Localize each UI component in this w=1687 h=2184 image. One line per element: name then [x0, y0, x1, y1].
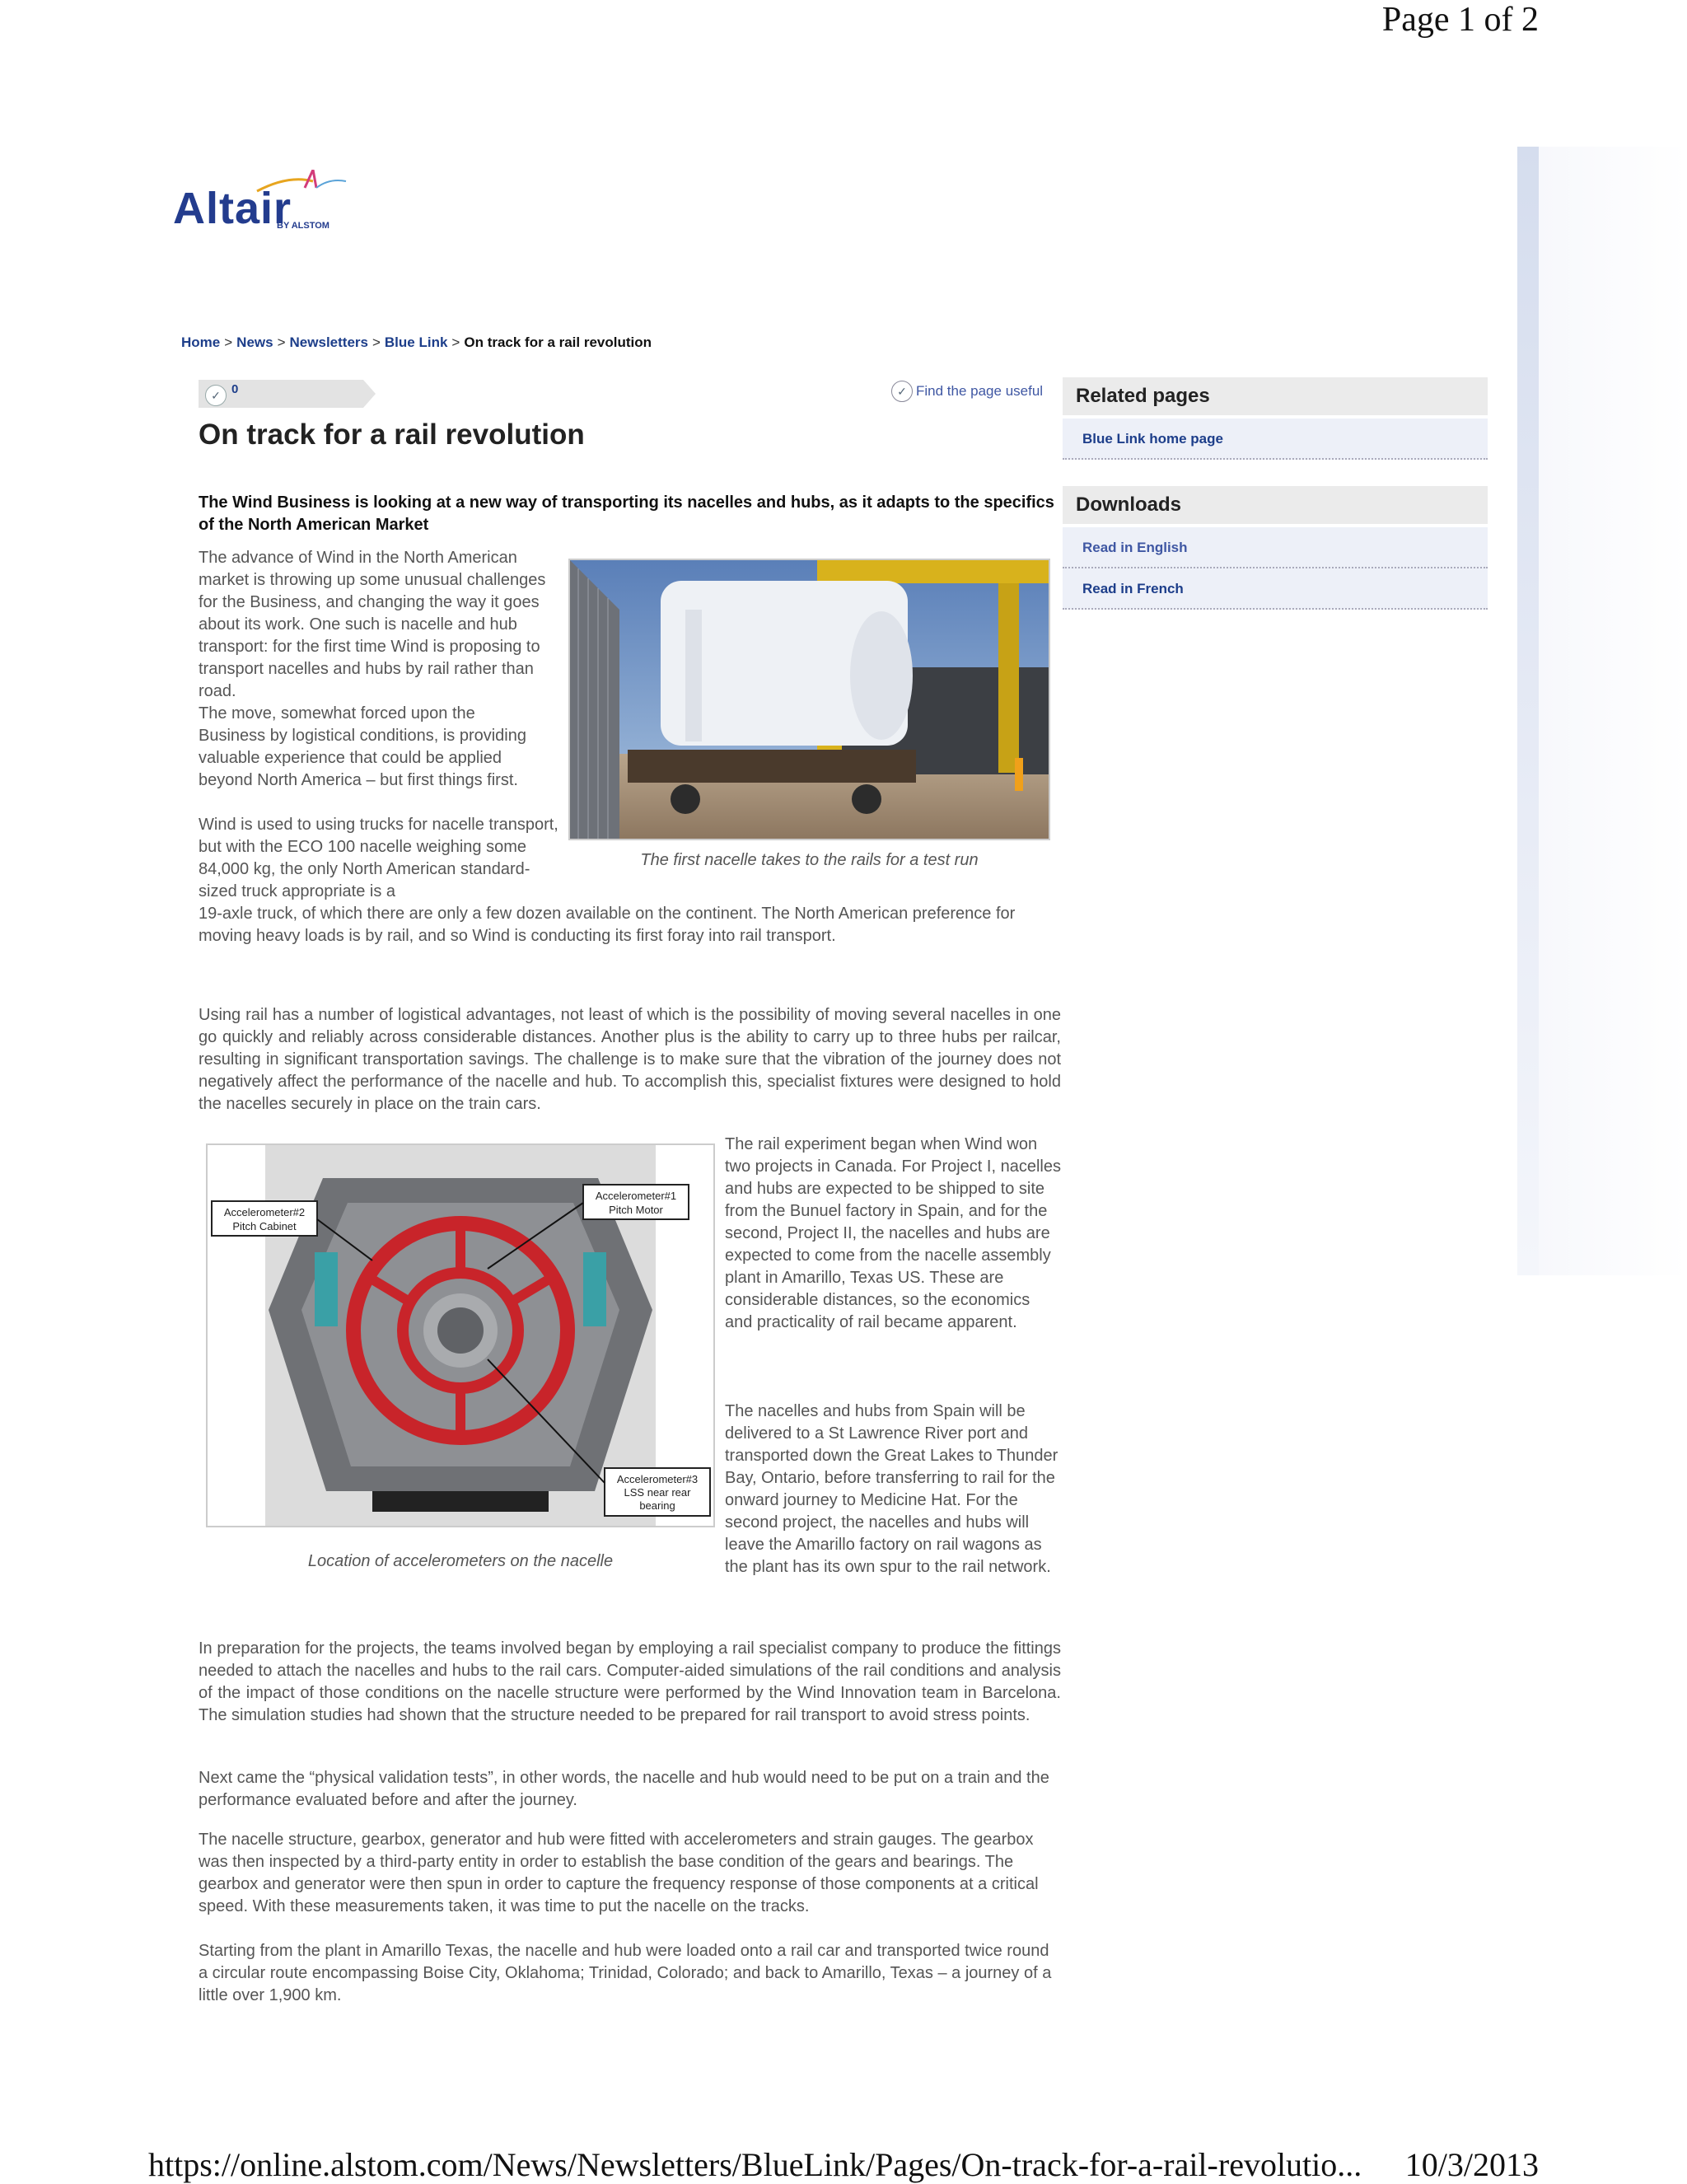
- thumbs-up-icon: ✓: [891, 381, 913, 402]
- photo-caption: The first nacelle takes to the rails for a test run: [640, 851, 979, 869]
- page-edge-fade: [1539, 147, 1687, 1275]
- article-paragraph: The nacelle structure, gearbox, generator and hub were fitted with accelerometers and strain gauges. The gearbox was then inspected by a third-party entity in order to establish the base condition of the gears and bearings. The gearbox and generator were then spun in order to capture the frequency response of those components at a critical speed. With these measurements taken, it was time to put the nacelle on the tracks.: [199, 1831, 1039, 1915]
- breadcrumb-current: On track for a rail revolution: [464, 334, 652, 350]
- diagram-label-acc1: Accelerometer#1: [595, 1190, 677, 1202]
- sidebar-item-blue-link-home[interactable]: Blue Link home page: [1063, 419, 1488, 460]
- logo-wordmark: Altair: [173, 184, 292, 233]
- breadcrumb-separator: >: [451, 334, 460, 350]
- breadcrumb-separator: >: [224, 334, 233, 350]
- nacelle-rail-photo: [568, 559, 1050, 840]
- article-paragraph: In preparation for the projects, the teams involved began by employing a rail specialist company to produce the fittings needed to attach the nacelles and hubs to the rail cars. Computer-aided simulations of the rail conditions and analysis of the impact of those conditions on the nacelle structure were performed by the Wind Innovation team in Barcelona. The simulation studies had shown that the structure needed to be prepared for rail transport to avoid stress points.: [199, 1639, 1061, 1724]
- diagram-label-acc2: Accelerometer#2: [223, 1206, 306, 1218]
- article-paragraph: Starting from the plant in Amarillo Texas, the nacelle and hub were loaded onto a rail car and transported twice round a circular route encompassing Boise City, Oklahoma; Trinidad, Colorado; and back to Amarillo, Texas – a journey of a little over 1,900 km.: [199, 1942, 1052, 2004]
- breadcrumb: [181, 334, 652, 351]
- article-paragraph: The rail experiment began when Wind won two projects in Canada. For Project I, nacelles and hubs are expected to be shipped to site from the Bunuel factory in Spain, and for the second, Project II, the nacelles and hubs are expected to come from the nacelle assembly plant in Amarillo, Texas US. These are considerable distances, so the economics and practicality of rail became apparent.: [725, 1135, 1061, 1331]
- downloads-heading: Downloads: [1063, 486, 1488, 524]
- article-paragraph: The nacelles and hubs from Spain will be delivered to a St Lawrence River port and transported down the Great Lakes to Thunder Bay, Ontario, before transferring to rail for the onward journey to Medicine Hat. For the second project, the nacelles and hubs will leave the Amarillo factory on rail wagons as the plant has its own spur to the rail network.: [725, 1402, 1058, 1576]
- page-edge-decoration: [1517, 147, 1539, 1275]
- article-paragraph: Wind is used to using trucks for nacelle transport, but with the ECO 100 nacelle weighing some 84,000 kg, the only North American standard-sized truck appropriate is a: [199, 816, 558, 900]
- downloads-box: [1063, 486, 1488, 610]
- rating-count: 0: [231, 382, 239, 396]
- diagram-label-acc2-sub: Pitch Cabinet: [232, 1220, 297, 1232]
- related-pages-box: [1063, 377, 1488, 460]
- breadcrumb-separator: >: [372, 334, 381, 350]
- page-title: On track for a rail revolution: [199, 419, 585, 451]
- diagram-caption: Location of accelerometers on the nacelle: [307, 1552, 614, 1570]
- article-lead: The Wind Business is looking at a new way of transporting its nacelles and hubs, as it adapts to the specifics of the North American Market: [199, 493, 1054, 534]
- rating-bar: [199, 380, 376, 408]
- download-read-in-english[interactable]: Read in English: [1063, 527, 1488, 568]
- accelerometer-diagram-illustration: [208, 1145, 713, 1526]
- article-paragraph: 19-axle truck, of which there are only a few dozen available on the continent. The North American preference for moving heavy loads is by rail, and so Wind is conducting its first foray into rail transport.: [199, 905, 1016, 945]
- related-pages-heading: Related pages: [1063, 377, 1488, 415]
- print-url: https://online.alstom.com/News/Newsletters/BlueLink/Pages/On-track-for-a-rail-revolutio...: [148, 2146, 1362, 2183]
- diagram-label-acc3-sub: LSS near rear: [624, 1486, 691, 1499]
- logo-subtitle: BY ALSTOM: [277, 221, 329, 231]
- breadcrumb-separator: >: [277, 334, 286, 350]
- rating-arrow: [363, 380, 376, 408]
- altair-logo[interactable]: [173, 173, 379, 239]
- nacelle-rail-photo-illustration: [570, 560, 1049, 839]
- diagram-label-acc1-sub: Pitch Motor: [609, 1204, 663, 1216]
- thumbs-up-icon[interactable]: ✓: [205, 385, 227, 406]
- diagram-label-acc3: Accelerometer#3: [616, 1473, 699, 1485]
- breadcrumb-news[interactable]: News: [236, 334, 273, 350]
- article-paragraph: The advance of Wind in the North American market is throwing up some unusual challenges for the Business, and changing the way it goes about its work. One such is nacelle and hub transport: for the first time Wind is proposing to transport nacelles and hubs by rail rather than road.: [199, 549, 546, 700]
- diagram-label-acc3-sub2: bearing: [639, 1499, 675, 1512]
- article-paragraph: The move, somewhat forced upon the Business by logistical conditions, is providing valuable experience that could be applied beyond North America – but first things first.: [199, 704, 526, 789]
- article-paragraph: Using rail has a number of logistical advantages, not least of which is the possibility of moving several nacelles in one go quickly and reliably across considerable distances. Another plus is the ability to carry up to three hubs per railcar, resulting in significant transportation savings. The challenge is to make sure that the vibration of the journey does not negatively affect the performance of the nacelle and hub. To accomplish this, specialist fixtures were designed to hold the nacelles securely in place on the train cars.: [199, 1006, 1061, 1113]
- breadcrumb-blue-link[interactable]: Blue Link: [384, 334, 448, 350]
- find-page-useful-link[interactable]: [891, 381, 1043, 402]
- article-paragraph: Next came the “physical validation tests”, in other words, the nacelle and hub would need to be put on a train and the performance evaluated before and after the journey.: [199, 1769, 1049, 1809]
- download-read-in-french[interactable]: Read in French: [1063, 568, 1488, 610]
- breadcrumb-newsletters[interactable]: Newsletters: [289, 334, 368, 350]
- breadcrumb-home[interactable]: Home: [181, 334, 221, 350]
- page-counter: Page 1 of 2: [1381, 1, 1539, 39]
- find-page-useful-label: Find the page useful: [916, 383, 1044, 399]
- accelerometer-diagram: [206, 1143, 715, 1527]
- print-date: 10/3/2013: [1404, 2146, 1539, 2183]
